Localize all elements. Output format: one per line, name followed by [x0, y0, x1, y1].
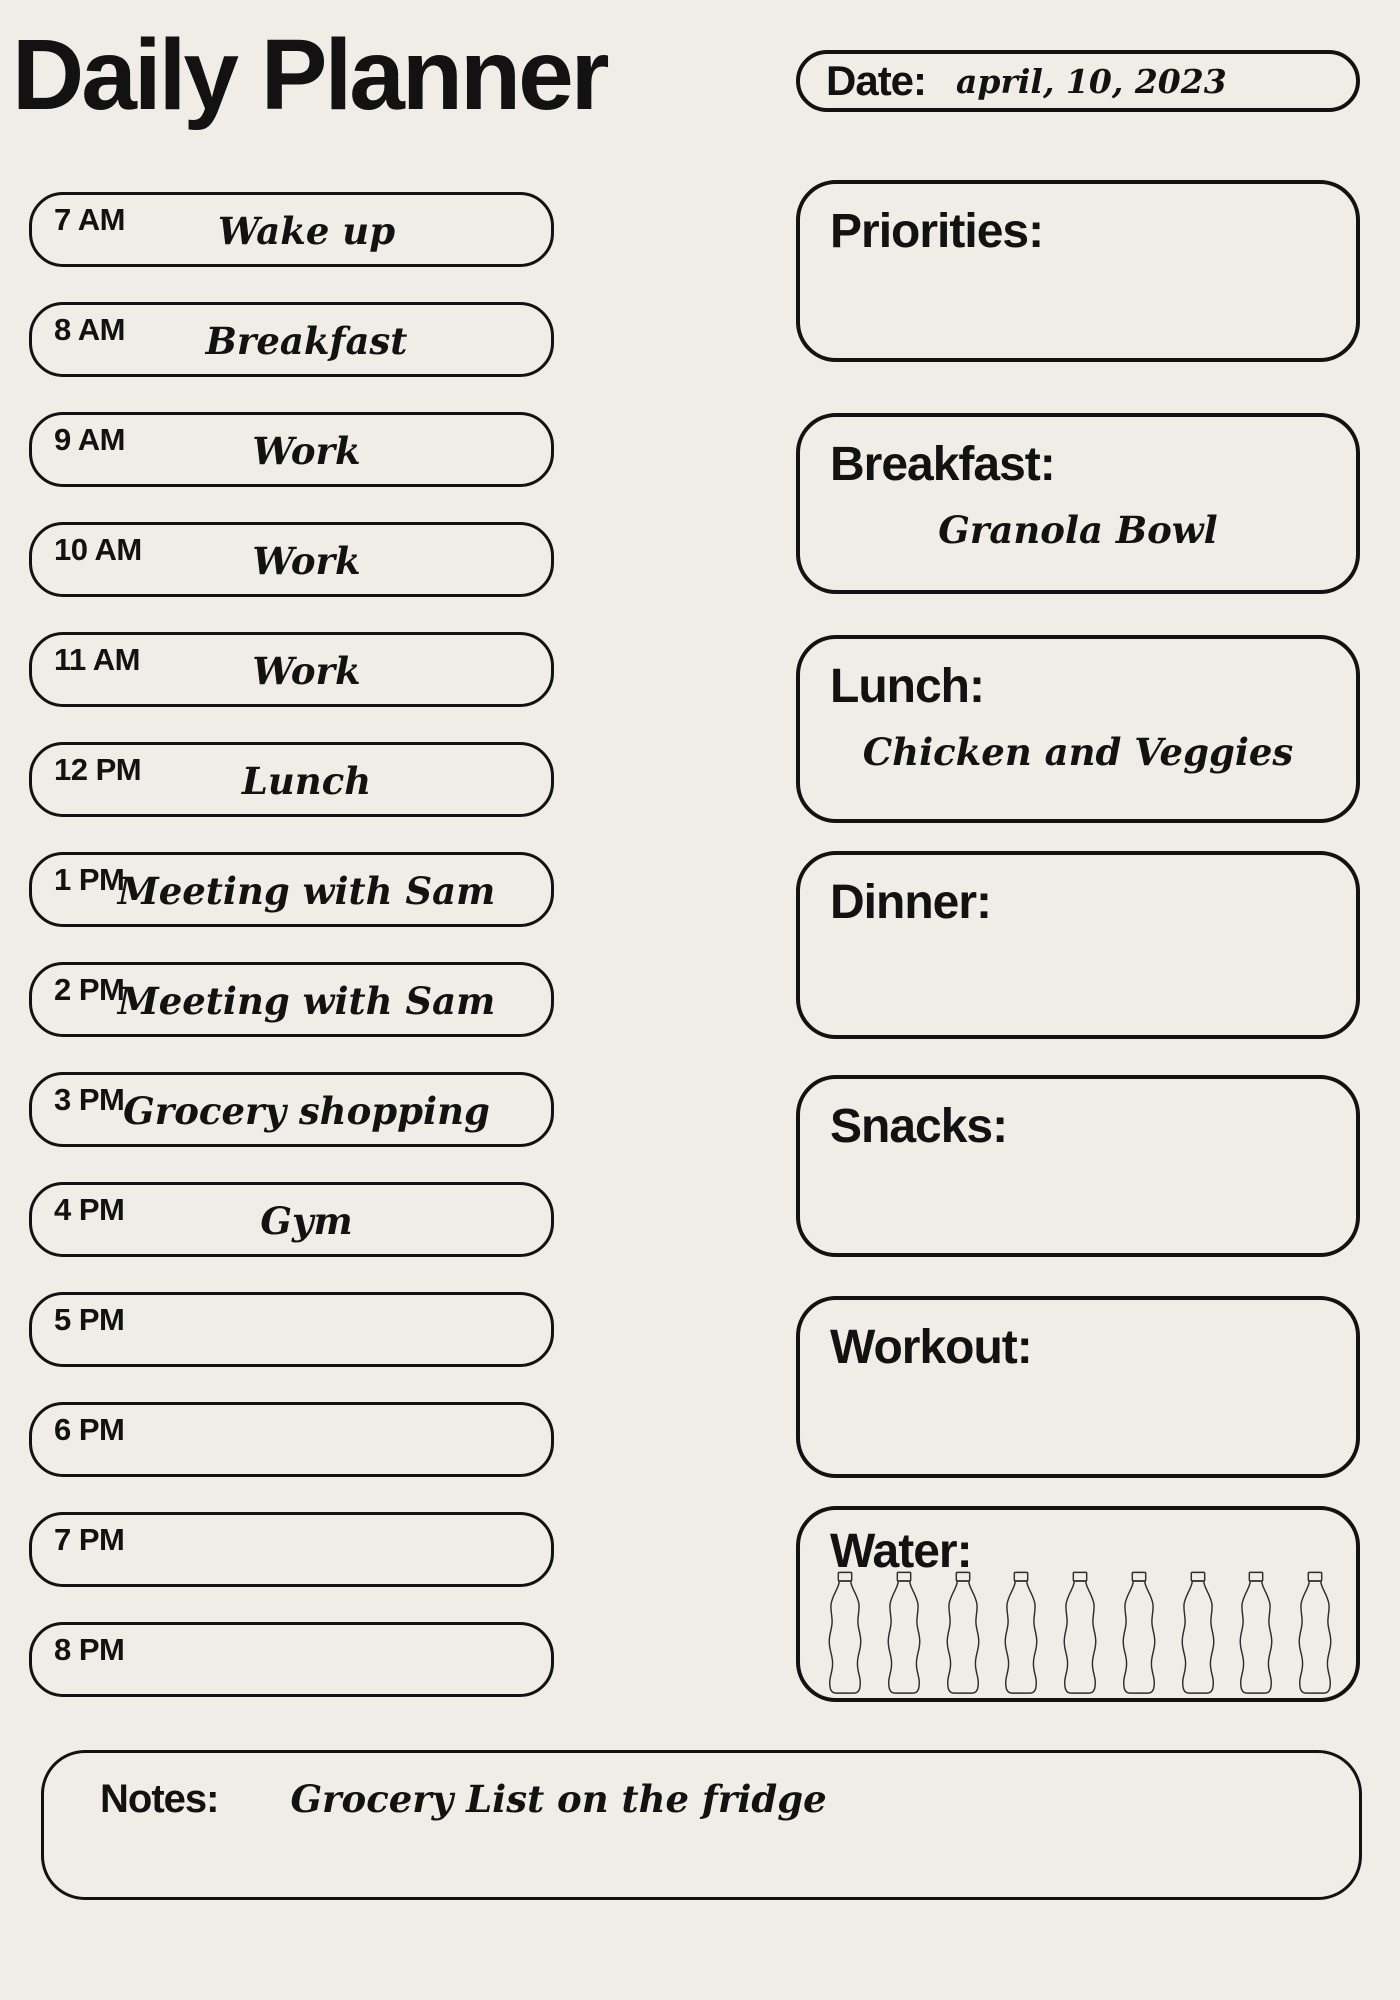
breakfast-entry: Granola Bowl: [938, 508, 1218, 552]
time-slot-8am[interactable]: [29, 302, 554, 377]
snacks-label: Snacks:: [830, 1100, 1008, 1153]
time-slot-9am[interactable]: [29, 412, 554, 487]
water-bottle-icon[interactable]: [1177, 1570, 1219, 1696]
time-entry: Work: [252, 648, 361, 693]
water-bottle-icon[interactable]: [824, 1570, 866, 1696]
breakfast-label: Breakfast:: [830, 438, 1055, 491]
dinner-box[interactable]: [796, 851, 1360, 1039]
time-label: 10 AM: [54, 532, 142, 567]
time-label: 8 PM: [54, 1632, 125, 1667]
time-slot-1pm[interactable]: [29, 852, 554, 927]
notes-label: Notes:: [100, 1777, 219, 1821]
water-bottle-icon[interactable]: [942, 1570, 984, 1696]
time-entry: Grocery shopping: [123, 1088, 490, 1133]
time-entry: Meeting with Sam: [117, 978, 496, 1023]
time-slot-7pm[interactable]: [29, 1512, 554, 1587]
time-label: 2 PM: [54, 972, 125, 1007]
time-entry: Lunch: [241, 758, 372, 803]
lunch-entry: Chicken and Veggies: [862, 730, 1294, 774]
water-bottle-icon[interactable]: [1235, 1570, 1277, 1696]
time-slot-3pm[interactable]: [29, 1072, 554, 1147]
date-label: Date:: [826, 57, 927, 104]
time-slot-8pm[interactable]: [29, 1622, 554, 1697]
time-entry: Gym: [260, 1198, 353, 1243]
time-label: 9 AM: [54, 422, 125, 457]
water-bottle-icon[interactable]: [1294, 1570, 1336, 1696]
time-label: 6 PM: [54, 1412, 125, 1447]
time-slot-11am[interactable]: [29, 632, 554, 707]
page-title: Daily Planner: [12, 19, 607, 131]
time-label: 8 AM: [54, 312, 125, 347]
date-box[interactable]: [796, 50, 1360, 112]
water-box[interactable]: [796, 1506, 1360, 1702]
snacks-box[interactable]: [796, 1075, 1360, 1257]
time-label: 7 PM: [54, 1522, 125, 1557]
time-entry: Work: [252, 428, 361, 473]
water-label: Water:: [830, 1525, 972, 1578]
water-bottle-icon[interactable]: [1059, 1570, 1101, 1696]
workout-label: Workout:: [830, 1321, 1032, 1374]
time-label: 4 PM: [54, 1192, 125, 1227]
time-slot-7am[interactable]: [29, 192, 554, 267]
water-bottle-icon[interactable]: [1118, 1570, 1160, 1696]
lunch-label: Lunch:: [830, 660, 984, 713]
date-value: april, 10, 2023: [956, 61, 1227, 101]
dinner-label: Dinner:: [830, 876, 991, 929]
water-bottle-row: [824, 1570, 1336, 1696]
time-label: 1 PM: [54, 862, 125, 897]
time-slot-2pm[interactable]: [29, 962, 554, 1037]
notes-box[interactable]: [41, 1750, 1362, 1900]
time-slot-6pm[interactable]: [29, 1402, 554, 1477]
time-slot-5pm[interactable]: [29, 1292, 554, 1367]
time-entry: Wake up: [217, 208, 396, 253]
time-entry: Meeting with Sam: [117, 868, 496, 913]
time-label: 5 PM: [54, 1302, 125, 1337]
time-label: 7 AM: [54, 202, 125, 237]
priorities-label: Priorities:: [830, 205, 1044, 258]
time-slot-10am[interactable]: [29, 522, 554, 597]
water-bottle-icon[interactable]: [1000, 1570, 1042, 1696]
water-bottle-icon[interactable]: [883, 1570, 925, 1696]
schedule-list: [29, 192, 554, 1697]
time-entry: Work: [252, 538, 361, 583]
time-slot-12pm[interactable]: [29, 742, 554, 817]
priorities-box[interactable]: [796, 180, 1360, 362]
lunch-box[interactable]: [796, 635, 1360, 823]
time-slot-4pm[interactable]: [29, 1182, 554, 1257]
time-label: 11 AM: [54, 642, 140, 677]
notes-entry: Grocery List on the fridge: [290, 1777, 827, 1821]
time-entry: Breakfast: [205, 318, 408, 363]
workout-box[interactable]: [796, 1296, 1360, 1478]
time-label: 12 PM: [54, 752, 142, 787]
breakfast-box[interactable]: [796, 413, 1360, 594]
time-label: 3 PM: [54, 1082, 125, 1117]
